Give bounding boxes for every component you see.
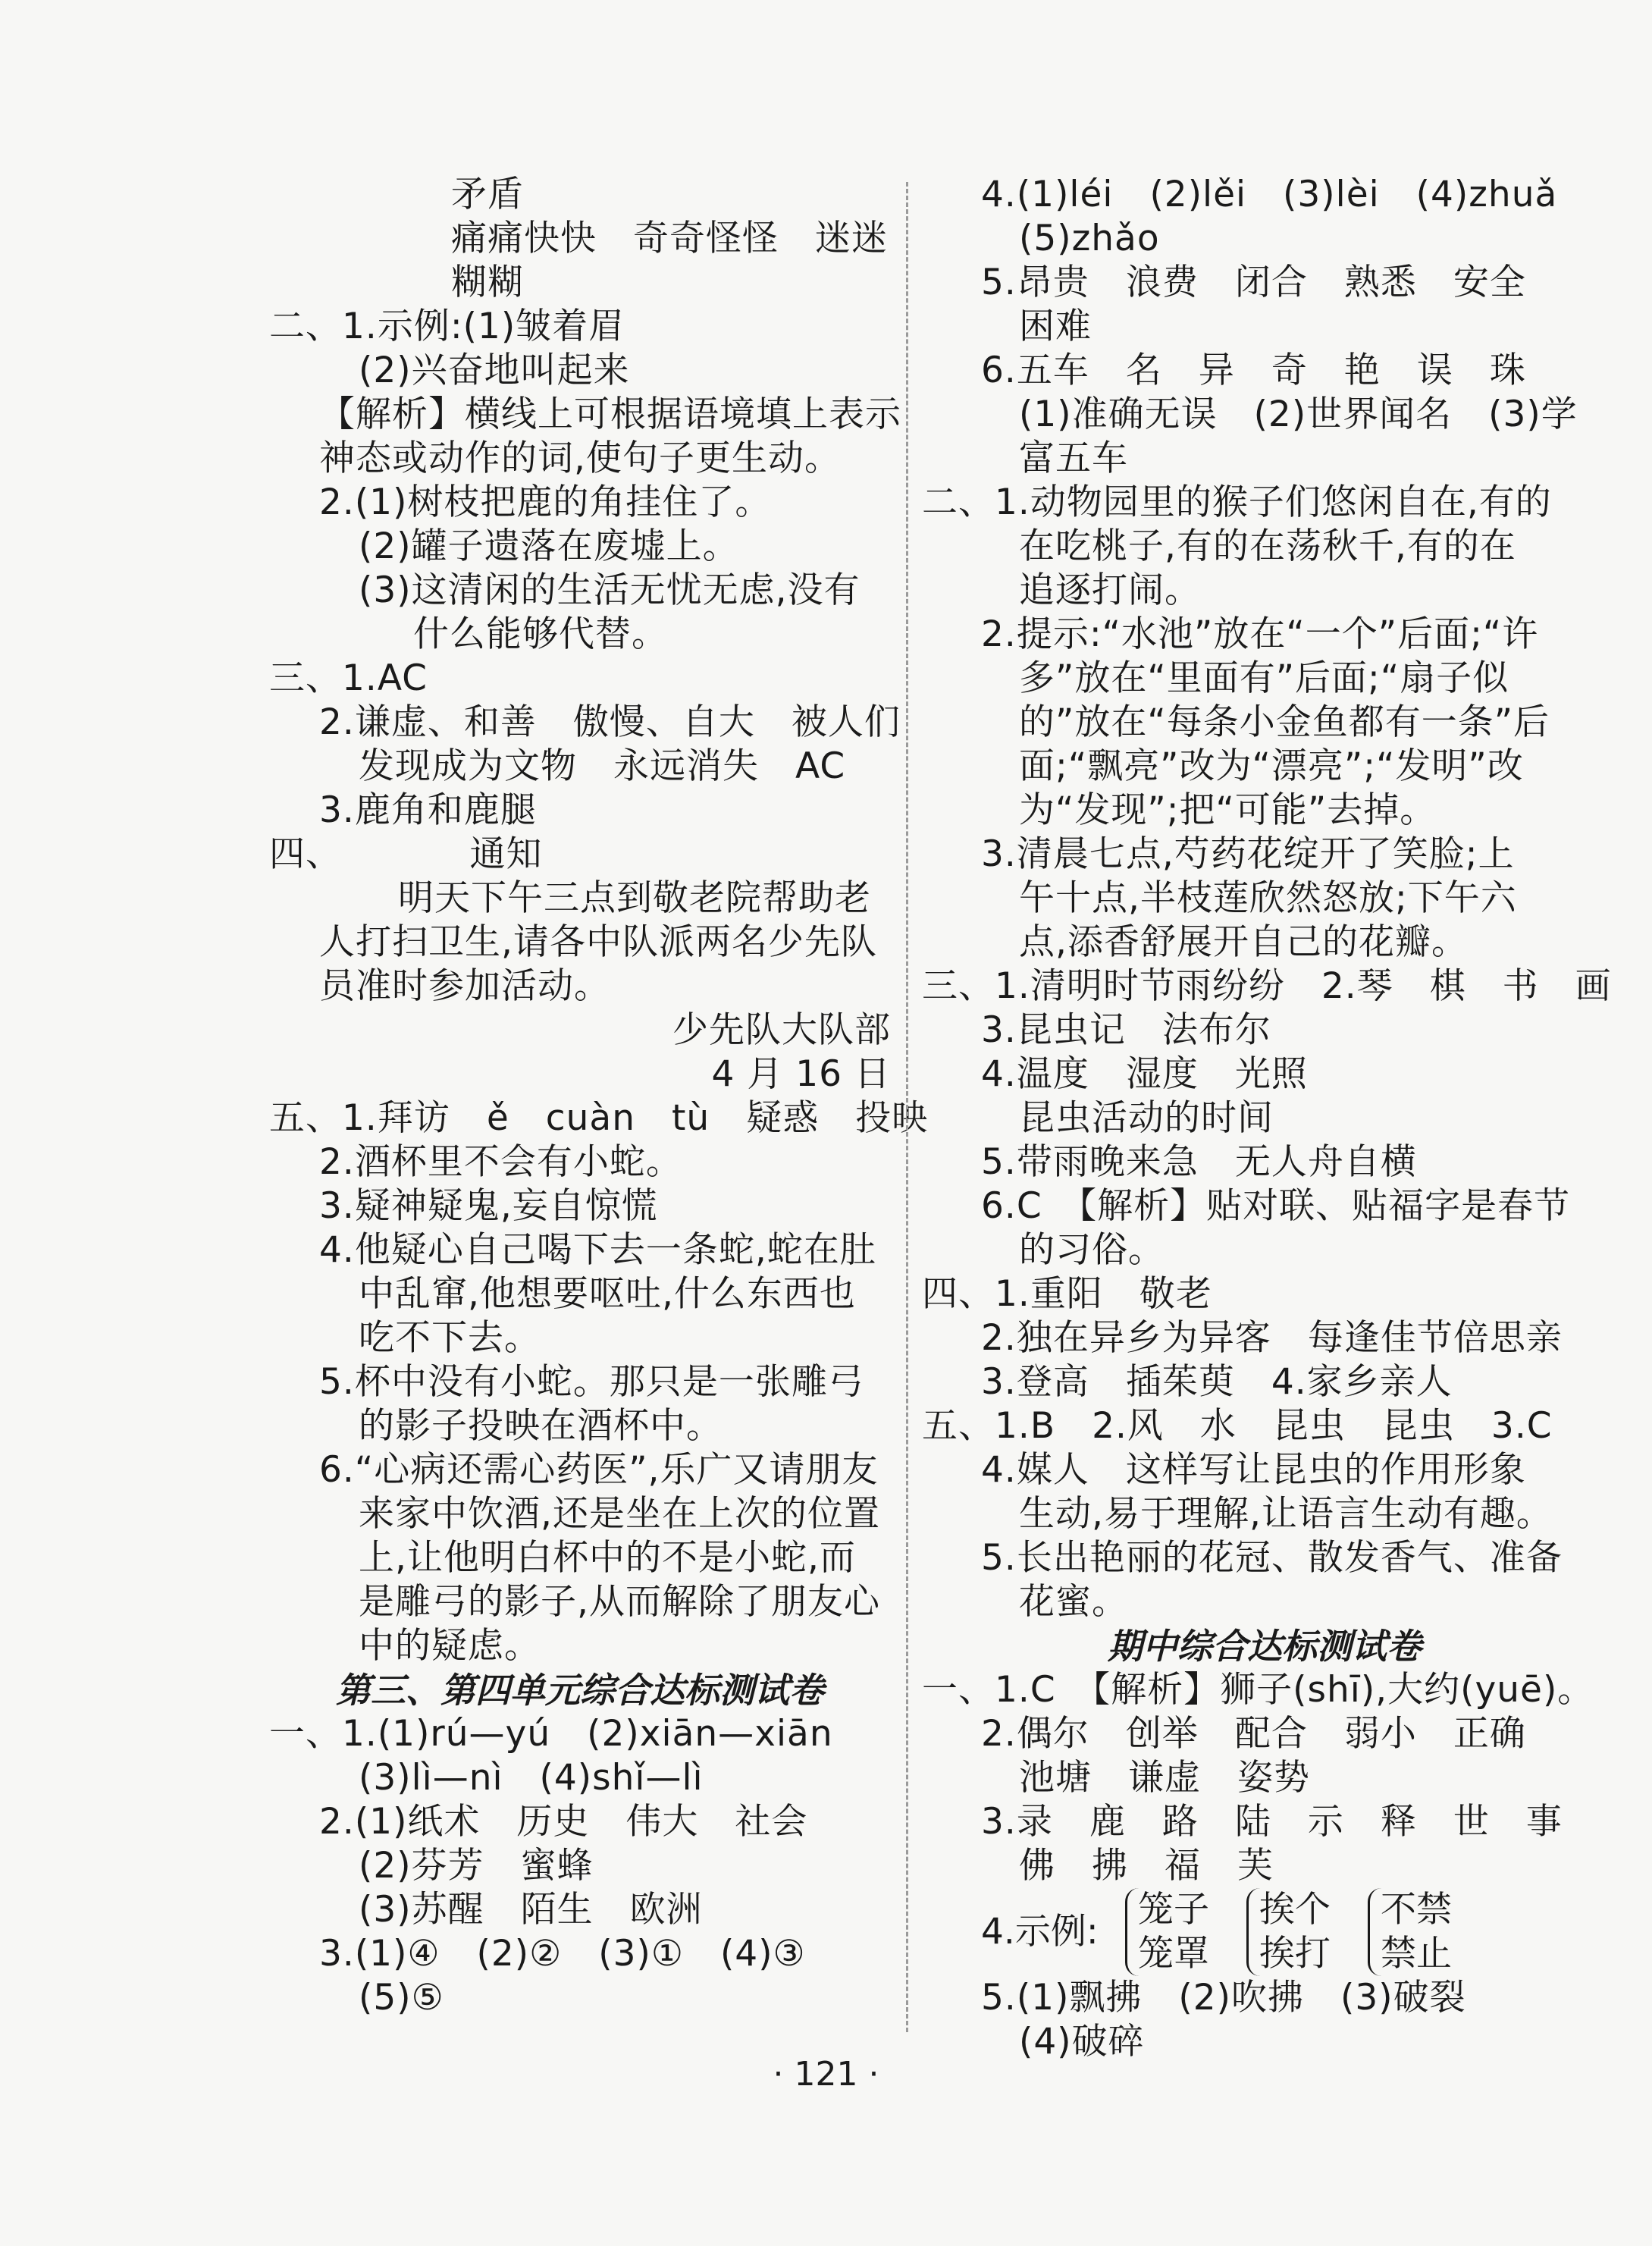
brace-word: 不禁 <box>1381 1889 1452 1931</box>
answer-line: 4.他疑心自己喝下去一条蛇,蛇在肚 <box>319 1229 876 1271</box>
answer-line: 多”放在“里面有”后面;“扇子似 <box>1019 657 1509 699</box>
answer-line: 3.疑神疑鬼,妄自惊慌 <box>319 1185 658 1227</box>
answer-line: 4.温度 湿度 光照 <box>981 1053 1308 1095</box>
answer-line: 中乱窜,他想要呕吐,什么东西也 <box>359 1273 856 1315</box>
answer-line: 2.独在异乡为异客 每逢佳节倍思亲 <box>981 1317 1563 1359</box>
answer-line: 【解析】横线上可根据语境填上表示 <box>319 394 901 435</box>
answer-line: 是雕弓的影子,从而解除了朋友心 <box>359 1581 880 1623</box>
answer-line: (4)破碎 <box>1019 2021 1145 2062</box>
answer-line: 五、1.B 2.风 水 昆虫 昆虫 3.C <box>922 1405 1553 1447</box>
answer-line: 二、1.动物园里的猴子们悠闲自在,有的 <box>922 482 1552 523</box>
answer-line: 2.(1)纸术 历史 伟大 社会 <box>319 1801 808 1843</box>
answer-line: 午十点,半枝莲欣然怒放;下午六 <box>1019 877 1517 919</box>
answer-line: 糊糊 <box>451 262 524 303</box>
answer-line: 的习俗。 <box>1019 1229 1165 1271</box>
brace-word: 禁止 <box>1381 1933 1452 1975</box>
answer-line: 明天下午三点到敬老院帮助老 <box>398 877 871 919</box>
answer-line: (1)准确无误 (2)世界闻名 (3)学 <box>1019 394 1578 435</box>
answer-line: 5.杯中没有小蛇。那只是一张雕弓 <box>319 1361 864 1403</box>
answer-line: 3.清晨七点,芍药花绽开了笑脸;上 <box>981 833 1515 875</box>
answer-line: (3)苏醒 陌生 欧洲 <box>359 1889 703 1931</box>
answer-line: (2)罐子遗落在废墟上。 <box>359 525 739 567</box>
answer-line: (2)兴奋地叫起来 <box>359 350 630 391</box>
answer-line: (3)lì—nì (4)shǐ—lì <box>359 1757 704 1799</box>
answer-line: (5)zhǎo <box>1019 218 1160 259</box>
answer-line: 6.五车 名 异 奇 艳 误 珠 <box>981 350 1526 391</box>
answer-line: 中的疑虑。 <box>359 1625 541 1667</box>
brace-word-group <box>1368 1888 1452 1976</box>
answer-line: 为“发现”;把“可能”去掉。 <box>1019 789 1437 831</box>
answer-line: 吃不下去。 <box>359 1317 541 1359</box>
section-title: 期中综合达标测试卷 <box>1108 1626 1422 1667</box>
answer-line: 发现成为文物 永远消失 AC <box>359 745 846 787</box>
example-brace-group <box>973 1888 1556 1976</box>
answer-line: 面;“飘亮”改为“漂亮”;“发明”改 <box>1019 745 1524 787</box>
answer-line: 3.(1)④ (2)② (3)① (4)③ <box>319 1933 806 1975</box>
brace-word: 挨打 <box>1259 1933 1331 1975</box>
left-column <box>269 173 929 2020</box>
answer-line: 二、1.示例:(1)皱着眉 <box>269 306 625 347</box>
answer-line: 少先队大队部 <box>672 1009 891 1051</box>
answer-line: (5)⑤ <box>359 1977 444 2019</box>
answer-line: 人打扫卫生,请各中队派两名少先队 <box>319 921 877 963</box>
answer-line: 三、1.AC <box>269 657 428 699</box>
answer-line: 5.长出艳丽的花冠、散发香气、准备 <box>981 1537 1563 1579</box>
answer-line: 3.录 鹿 路 陆 示 释 世 事 <box>981 1801 1563 1843</box>
answer-line: 点,添香舒展开自己的花瓣。 <box>1019 921 1468 963</box>
brace-word-group <box>1125 1888 1209 1976</box>
brace-word: 笼罩 <box>1138 1933 1209 1975</box>
answer-line: 2.酒杯里不会有小蛇。 <box>319 1141 682 1183</box>
answer-line: 的影子投映在酒杯中。 <box>359 1405 723 1447</box>
answer-line: 追逐打闹。 <box>1019 569 1201 611</box>
answer-line: 员准时参加活动。 <box>319 965 610 1007</box>
answer-line: 困难 <box>1019 306 1092 347</box>
answer-line: 花蜜。 <box>1019 1581 1128 1623</box>
answer-line: 4.(1)léi (2)lěi (3)lèi (4)zhuǎ <box>981 174 1558 215</box>
answer-line: 神态或动作的词,使句子更生动。 <box>319 438 841 479</box>
answer-line: 痛痛快快 奇奇怪怪 迷迷 <box>451 218 888 259</box>
answer-line: 池塘 谦虚 姿势 <box>1019 1757 1310 1799</box>
answer-line: (2)芬芳 蜜蜂 <box>359 1845 594 1887</box>
answer-line: 3.登高 插茱萸 4.家乡亲人 <box>981 1361 1453 1403</box>
answer-line: 2.谦虚、和善 傲慢、自大 被人们 <box>319 701 901 743</box>
answer-line: 佛 拂 福 芙 <box>1019 1845 1274 1887</box>
answer-line: 在吃桃子,有的在荡秋千,有的在 <box>1019 525 1516 567</box>
answer-line: 3.鹿角和鹿腿 <box>319 789 537 831</box>
answer-line: 2.提示:“水池”放在“一个”后面;“许 <box>981 613 1539 655</box>
page-number: · 121 · <box>773 2055 879 2094</box>
answer-line: 5.(1)飘拂 (2)吹拂 (3)破裂 <box>981 1977 1466 2019</box>
answer-line: 2.(1)树枝把鹿的角挂住了。 <box>319 482 772 523</box>
answer-line: 一、1.(1)rú—yú (2)xiān—xiān <box>269 1713 833 1755</box>
answer-line: 什么能够代替。 <box>413 613 668 655</box>
answer-line: 6.C 【解析】贴对联、贴福字是春节 <box>981 1185 1571 1227</box>
answer-line: 的”放在“每条小金鱼都有一条”后 <box>1019 701 1550 743</box>
answer-line: 五、1.拜访 ě cuàn tù 疑惑 投映 <box>269 1097 929 1139</box>
answer-line: 来家中饮酒,还是坐在上次的位置 <box>359 1493 880 1535</box>
answer-line: 3.昆虫记 法布尔 <box>981 1009 1271 1051</box>
answer-line: 富五车 <box>1019 438 1128 479</box>
answer-line: 四、 通知 <box>269 833 543 875</box>
answer-line: 6.“心病还需心药医”,乐广又请朋友 <box>319 1449 879 1491</box>
answer-line: 2.偶尔 创举 配合 弱小 正确 <box>981 1713 1526 1755</box>
brace-word: 笼子 <box>1138 1889 1209 1931</box>
answer-line: 生动,易于理解,让语言生动有趣。 <box>1019 1493 1553 1535</box>
answer-line: (3)这清闲的生活无忧无虑,没有 <box>359 569 860 611</box>
answer-line: 三、1.清明时节雨纷纷 2.琴 棋 书 画 <box>922 965 1612 1007</box>
answer-line: 5.昂贵 浪费 闭合 熟悉 安全 <box>981 262 1526 303</box>
answer-line: 5.带雨晚来急 无人舟自横 <box>981 1141 1417 1183</box>
answer-line: 矛盾 <box>451 174 524 215</box>
section-title: 第三、第四单元综合达标测试卷 <box>336 1670 824 1711</box>
answer-line: 上,让他明白杯中的不是小蛇,而 <box>359 1537 856 1579</box>
right-column <box>922 173 1612 2064</box>
brace-word-group <box>1246 1888 1331 1976</box>
brace-label: 4.示例: <box>981 1911 1099 1953</box>
answer-line: 四、1.重阳 敬老 <box>922 1273 1212 1315</box>
answer-line: 4.媒人 这样写让昆虫的作用形象 <box>981 1449 1526 1491</box>
brace-word: 挨个 <box>1259 1889 1331 1931</box>
answer-line: 4 月 16 日 <box>711 1053 891 1095</box>
answer-line: 一、1.C 【解析】狮子(shī),大约(yuē)。 <box>922 1669 1594 1711</box>
answer-line: 昆虫活动的时间 <box>1019 1097 1274 1139</box>
column-divider <box>906 182 908 2032</box>
